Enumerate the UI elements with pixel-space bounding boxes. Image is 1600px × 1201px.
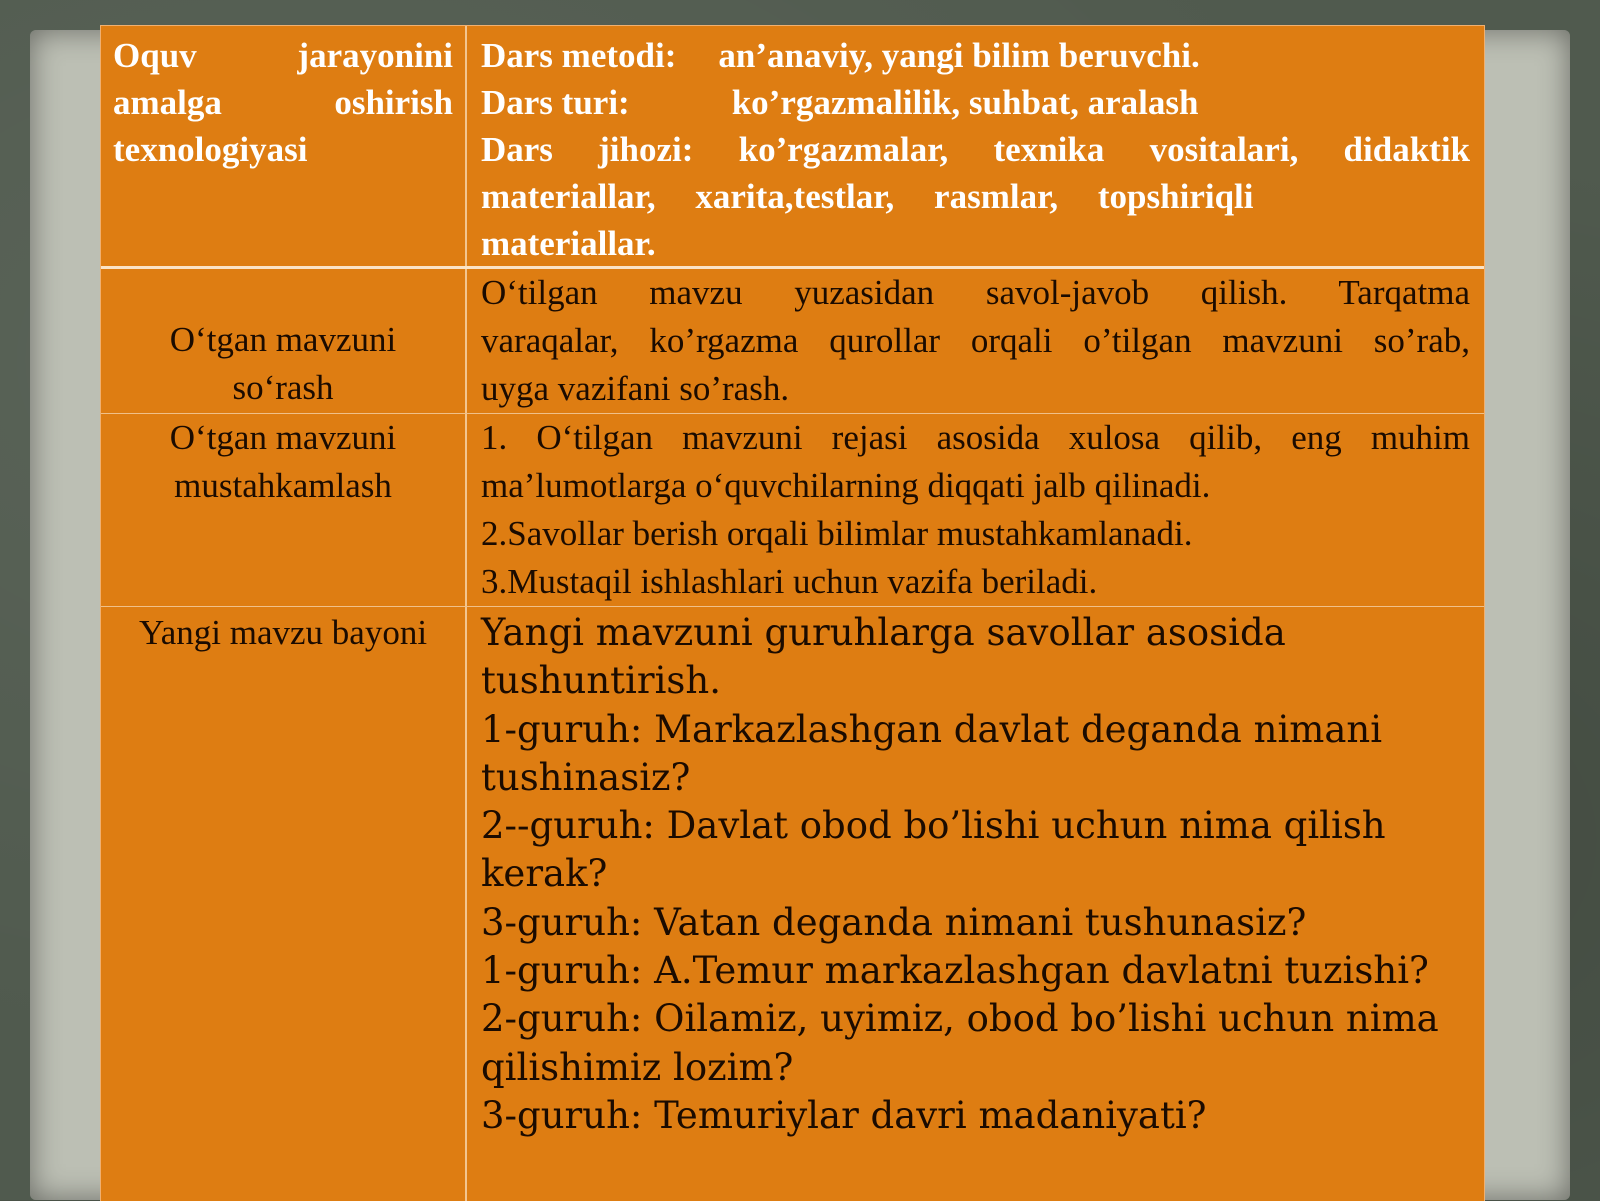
new-topic-line: tushuntirish. bbox=[481, 659, 721, 703]
row-content-cell bbox=[467, 269, 1484, 413]
equipment-line bbox=[481, 126, 1470, 173]
method-line bbox=[481, 32, 1470, 79]
type-label: Dars turi: bbox=[481, 83, 630, 122]
method-value: an’anaviy, yangi bilim beruvchi. bbox=[718, 36, 1200, 75]
equipment-value-3: materiallar. bbox=[481, 224, 656, 263]
reinforce-label-1: O‘tgan mavzuni bbox=[169, 418, 397, 457]
type-value: ko’rgazmalilik, suhbat, aralash bbox=[731, 83, 1199, 122]
row-label-cell bbox=[101, 414, 467, 606]
row-label-cell bbox=[101, 26, 467, 266]
row-label-cell bbox=[101, 607, 467, 1201]
review-text-2: varaqalar, ko’rgazma qurollar orqali o’tilgan mavzuni so’rab, bbox=[481, 321, 1470, 360]
reinforce-text-1: 1. O‘tilgan mavzuni rejasi asosida xulosa qilib, eng muhim bbox=[481, 418, 1470, 457]
new-topic-line: 3-guruh: Temuriylar davri madaniyati? bbox=[481, 1093, 1207, 1137]
type-line bbox=[481, 79, 1470, 126]
new-topic-line: 2--guruh: Davlat obod bo’lishi uchun nima qilish bbox=[481, 804, 1386, 848]
new-topic-line: kerak? bbox=[481, 852, 608, 896]
review-text-1: O‘tilgan mavzu yuzasidan savol-javob qilish. Tarqatma bbox=[481, 273, 1470, 312]
table-row bbox=[101, 414, 1484, 607]
new-topic-line: qilishimiz lozim? bbox=[481, 1045, 794, 1089]
new-topic-line: tushinasiz? bbox=[481, 755, 691, 799]
reinforce-label-2: mustahkamlash bbox=[174, 466, 392, 505]
row-content-cell bbox=[467, 26, 1484, 266]
new-topic-line: 2-guruh: Oilamiz, uyimiz, obod bo’lishi uchun nima bbox=[481, 997, 1439, 1041]
equipment-value-1: ko’rgazmalar, texnika vositalari, didaktik bbox=[738, 130, 1471, 169]
equipment-value-2: materiallar, xarita,testlar, rasmlar, topshiriqli bbox=[481, 177, 1254, 216]
equipment-label: Dars jihozi: bbox=[481, 130, 694, 169]
table-row bbox=[101, 607, 1484, 1201]
row-content-cell bbox=[467, 414, 1484, 606]
review-text-3: uyga vazifani so’rash. bbox=[481, 369, 790, 408]
table-row bbox=[101, 26, 1484, 269]
technology-label: Oquv jarayonini amalga oshirish texnologiyasi bbox=[113, 36, 453, 169]
reinforce-text-3: 2.Savollar berish orqali bilimlar mustahkamlanadi. bbox=[481, 514, 1193, 553]
new-topic-label: Yangi mavzu bayoni bbox=[138, 613, 428, 652]
method-label: Dars metodi: bbox=[481, 36, 677, 75]
reinforce-text-4: 3.Mustaqil ishlashlari uchun vazifa beriladi. bbox=[481, 562, 1098, 601]
table-row bbox=[101, 269, 1484, 414]
review-topic-label-2: so‘rash bbox=[232, 368, 334, 407]
row-label-cell bbox=[101, 269, 467, 413]
new-topic-line: 3-guruh: Vatan deganda nimani tushunasiz? bbox=[481, 900, 1307, 944]
reinforce-text-2: ma’lumotlarga o‘quvchilarning diqqati jalb qilinadi. bbox=[481, 466, 1211, 505]
new-topic-line: 1-guruh: A.Temur markazlashgan davlatni tuzishi? bbox=[481, 949, 1429, 993]
review-topic-label-1: O‘tgan mavzuni bbox=[169, 320, 397, 359]
new-topic-line: Yangi mavzuni guruhlarga savollar asosida bbox=[481, 611, 1286, 654]
lesson-plan-table bbox=[100, 25, 1485, 1201]
row-content-cell bbox=[467, 607, 1484, 1201]
new-topic-line: 1-guruh: Markazlashgan davlat deganda nimani bbox=[481, 707, 1383, 751]
